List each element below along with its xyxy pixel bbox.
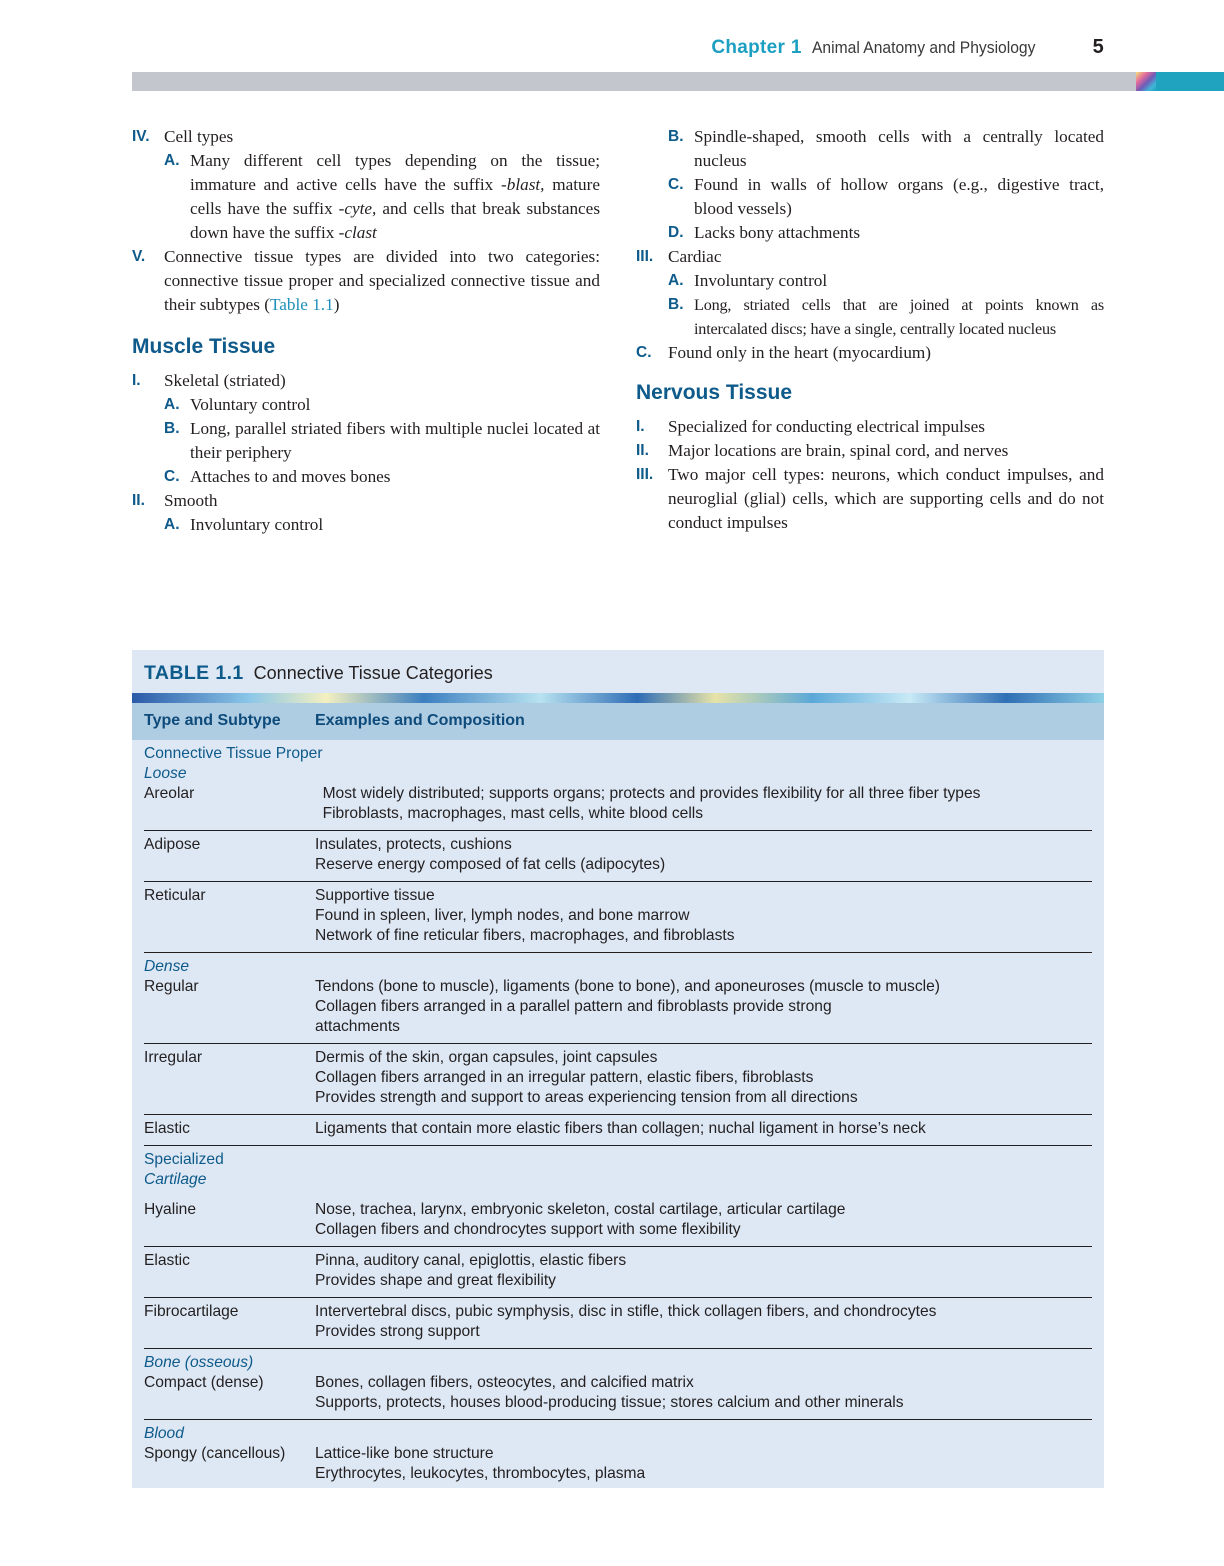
example-line: Provides strong support <box>315 1323 480 1340</box>
outline-marker: B. <box>668 296 684 313</box>
muscle-tissue-heading: Muscle Tissue <box>132 335 276 358</box>
outline-marker: II. <box>636 442 649 459</box>
outline-text: Many different cell types depending on the tissue; immature and active cells have the suffix -blast, mature cells have the suffix -cyte, and cells that break substances down have the suffix -clast <box>190 151 601 242</box>
outline-subitem <box>668 173 1104 221</box>
right-column <box>636 125 1104 535</box>
example-line: Network of fine reticular fibers, macrophages, and fibroblasts <box>315 927 735 944</box>
outline-item <box>636 341 1104 365</box>
outline-item <box>132 489 600 513</box>
example-line: Pinna, auditory canal, epiglottis, elastic fibers <box>315 1252 627 1269</box>
table-row <box>144 957 1092 1044</box>
example-line: Tendons (bone to muscle), ligaments (bone to bone), and aponeuroses (muscle to muscle) <box>315 978 940 995</box>
table-crossref-link[interactable]: Table 1.1 <box>269 295 334 314</box>
outline-marker: I. <box>132 372 141 389</box>
examples-cell <box>315 957 1092 1037</box>
subtype-label: Spongy (cancellous) <box>144 1445 286 1462</box>
subgroup-label: Blood <box>144 1425 184 1442</box>
outline-subitem <box>668 293 1104 341</box>
examples-cell <box>315 1424 1092 1484</box>
outline-text: Major locations are brain, spinal cord, and nerves <box>668 441 1009 460</box>
outline-subitem <box>164 417 600 465</box>
outline-item <box>636 463 1104 535</box>
outline-marker: I. <box>636 418 645 435</box>
subtype-label: Elastic <box>144 1252 190 1269</box>
outline-marker: III. <box>636 466 654 483</box>
connective-tissue-table <box>132 650 1104 1488</box>
page-number: 5 <box>1092 36 1104 58</box>
outline-text: Involuntary control <box>190 515 324 534</box>
outline-marker: B. <box>668 128 684 145</box>
outline-text: Two major cell types: neurons, which conduct impulses, and neuroglial (glial) cells, which are supporting cells and do not conduct impulses <box>668 465 1104 532</box>
outline-item <box>636 439 1104 463</box>
example-line: Lattice-like bone structure <box>315 1445 494 1462</box>
outline-text: Connective tissue types are divided into two categories: connective tissue proper and specialized connective tissue and their subtypes (Table 1.1) <box>164 247 600 314</box>
table-row <box>144 835 1092 882</box>
example-line: Collagen fibers arranged in a parallel pattern and fibroblasts provide strong <box>315 998 832 1015</box>
subtype-label: Regular <box>144 978 199 995</box>
outline-subitem <box>668 125 1104 173</box>
example-line: Ligaments that contain more elastic fibers than collagen; nuchal ligament in horse’s neck <box>315 1120 926 1137</box>
outline-marker: B. <box>164 420 180 437</box>
header-accent-graphic <box>1136 72 1156 91</box>
outline-marker: V. <box>132 248 146 265</box>
outline-marker: C. <box>164 468 180 485</box>
outline-item <box>132 369 600 393</box>
outline-text: Voluntary control <box>190 395 311 414</box>
outline-text: Spindle-shaped, smooth cells with a centrally located nucleus <box>694 127 1104 170</box>
subtype-label: Compact (dense) <box>144 1374 264 1391</box>
outline-text: Lacks bony attachments <box>694 223 861 242</box>
outline-text: Cell types <box>164 127 234 146</box>
examples-cell <box>315 1150 1092 1240</box>
table-row <box>144 1302 1092 1349</box>
example-line: Provides shape and great flexibility <box>315 1272 556 1289</box>
table-label: TABLE 1.1 <box>144 662 244 684</box>
group-label: Connective Tissue Proper <box>144 745 323 762</box>
outline-item <box>132 245 600 317</box>
type-cell <box>144 744 323 824</box>
outline-text: Smooth <box>164 491 218 510</box>
example-line: Supports, protects, houses blood-producing tissue; stores calcium and other minerals <box>315 1394 904 1411</box>
left-column <box>132 125 600 537</box>
examples-cell <box>315 1302 1092 1342</box>
example-line: Reserve energy composed of fat cells (adipocytes) <box>315 856 666 873</box>
examples-cell <box>323 744 1092 824</box>
outline-marker: III. <box>636 248 654 265</box>
subtype-label: Adipose <box>144 836 201 853</box>
outline-text: Found in walls of hollow organs (e.g., digestive tract, blood vessels) <box>694 175 1104 218</box>
outline-subitem <box>164 393 600 417</box>
outline-text: Skeletal (striated) <box>164 371 286 390</box>
outline-marker: A. <box>164 152 180 169</box>
examples-cell <box>315 835 1092 875</box>
example-line: Bones, collagen fibers, osteocytes, and calcified matrix <box>315 1374 694 1391</box>
table-caption <box>144 662 493 685</box>
table-row <box>144 1119 1092 1146</box>
subgroup-label: Cartilage <box>144 1171 207 1188</box>
group-label: Specialized <box>144 1151 224 1168</box>
header-rule <box>132 72 1136 91</box>
outline-subitem <box>164 149 600 245</box>
chapter-label: Chapter 1 <box>711 37 802 58</box>
outline-subitem <box>668 221 1104 245</box>
outline-text: Attaches to and moves bones <box>190 467 391 486</box>
example-line: Most widely distributed; supports organs; protects and provides flexibility for all three fiber types <box>322 785 981 802</box>
header-teal-tab <box>1156 72 1224 91</box>
column-header-type: Type and Subtype <box>144 712 281 729</box>
outline-subitem <box>164 465 600 489</box>
table-row <box>144 1424 1092 1490</box>
examples-cell <box>315 1119 1092 1139</box>
example-line: Fibroblasts, macrophages, mast cells, white blood cells <box>322 805 704 822</box>
running-head <box>700 36 1104 59</box>
subgroup-label: Dense <box>144 958 190 975</box>
example-line: Collagen fibers arranged in an irregular pattern, elastic fibers, fibroblasts <box>315 1069 814 1086</box>
table-body <box>144 744 1092 1490</box>
example-line: Collagen fibers and chondrocytes support with some flexibility <box>315 1221 741 1238</box>
column-header-examples: Examples and Composition <box>315 712 525 729</box>
table-row <box>144 1048 1092 1115</box>
outline-marker: II. <box>132 492 145 509</box>
outline-text: Specialized for conducting electrical impulses <box>668 417 985 436</box>
subtype-label: Irregular <box>144 1049 203 1066</box>
example-line: Insulates, protects, cushions <box>315 836 512 853</box>
outline-item <box>132 125 600 149</box>
outline-marker: C. <box>636 344 652 361</box>
table-row <box>144 744 1092 831</box>
outline-marker: A. <box>164 396 180 413</box>
examples-cell <box>315 1251 1092 1291</box>
outline-text: Long, parallel striated fibers with multiple nuclei located at their periphery <box>190 419 600 462</box>
example-line: Erythrocytes, leukocytes, thrombocytes, plasma <box>315 1465 646 1482</box>
table-title: Connective Tissue Categories <box>253 663 493 683</box>
example-line: Dermis of the skin, organ capsules, joint capsules <box>315 1049 658 1066</box>
outline-item <box>636 415 1104 439</box>
subgroup-label: Loose <box>144 765 187 782</box>
example-line: Nose, trachea, larynx, embryonic skeleton, costal cartilage, articular cartilage <box>315 1201 846 1218</box>
subtype-label: Elastic <box>144 1120 190 1137</box>
table-row <box>144 1150 1092 1247</box>
outline-marker: A. <box>164 516 180 533</box>
subgroup-label: Bone (osseous) <box>144 1354 254 1371</box>
example-line: Provides strength and support to areas experiencing tension from all directions <box>315 1089 858 1106</box>
outline-text: Found only in the heart (myocardium) <box>668 343 932 362</box>
outline-text: Involuntary control <box>694 271 828 290</box>
example-line: Found in spleen, liver, lymph nodes, and bone marrow <box>315 907 690 924</box>
example-line: Intervertebral discs, pubic symphysis, disc in stifle, thick collagen fibers, and chondrocytes <box>315 1303 937 1320</box>
outline-subitem <box>668 269 1104 293</box>
outline-marker: A. <box>668 272 684 289</box>
outline-subitem <box>164 513 600 537</box>
subtype-label: Fibrocartilage <box>144 1303 239 1320</box>
examples-cell <box>315 886 1092 946</box>
example-line: attachments <box>315 1018 400 1035</box>
examples-cell <box>315 1048 1092 1108</box>
subtype-label: Reticular <box>144 887 206 904</box>
subtype-label: Hyaline <box>144 1201 197 1218</box>
outline-text: Cardiac <box>668 247 722 266</box>
table-row <box>144 1251 1092 1298</box>
table-header-row <box>132 703 1104 740</box>
subtype-label: Areolar <box>144 785 195 802</box>
outline-marker: D. <box>668 224 684 241</box>
example-line: Supportive tissue <box>315 887 435 904</box>
outline-marker: IV. <box>132 128 150 145</box>
table-row <box>144 886 1092 953</box>
table-decorative-stripe <box>132 693 1104 703</box>
outline-marker: C. <box>668 176 684 193</box>
nervous-tissue-heading: Nervous Tissue <box>636 381 793 404</box>
examples-cell <box>315 1353 1092 1413</box>
outline-text: Long, striated cells that are joined at points known as intercalated discs; have a single, centrally located nucleus <box>694 296 1104 338</box>
chapter-title: Animal Anatomy and Physiology <box>811 38 1036 57</box>
outline-item <box>636 245 1104 269</box>
table-row <box>144 1353 1092 1420</box>
